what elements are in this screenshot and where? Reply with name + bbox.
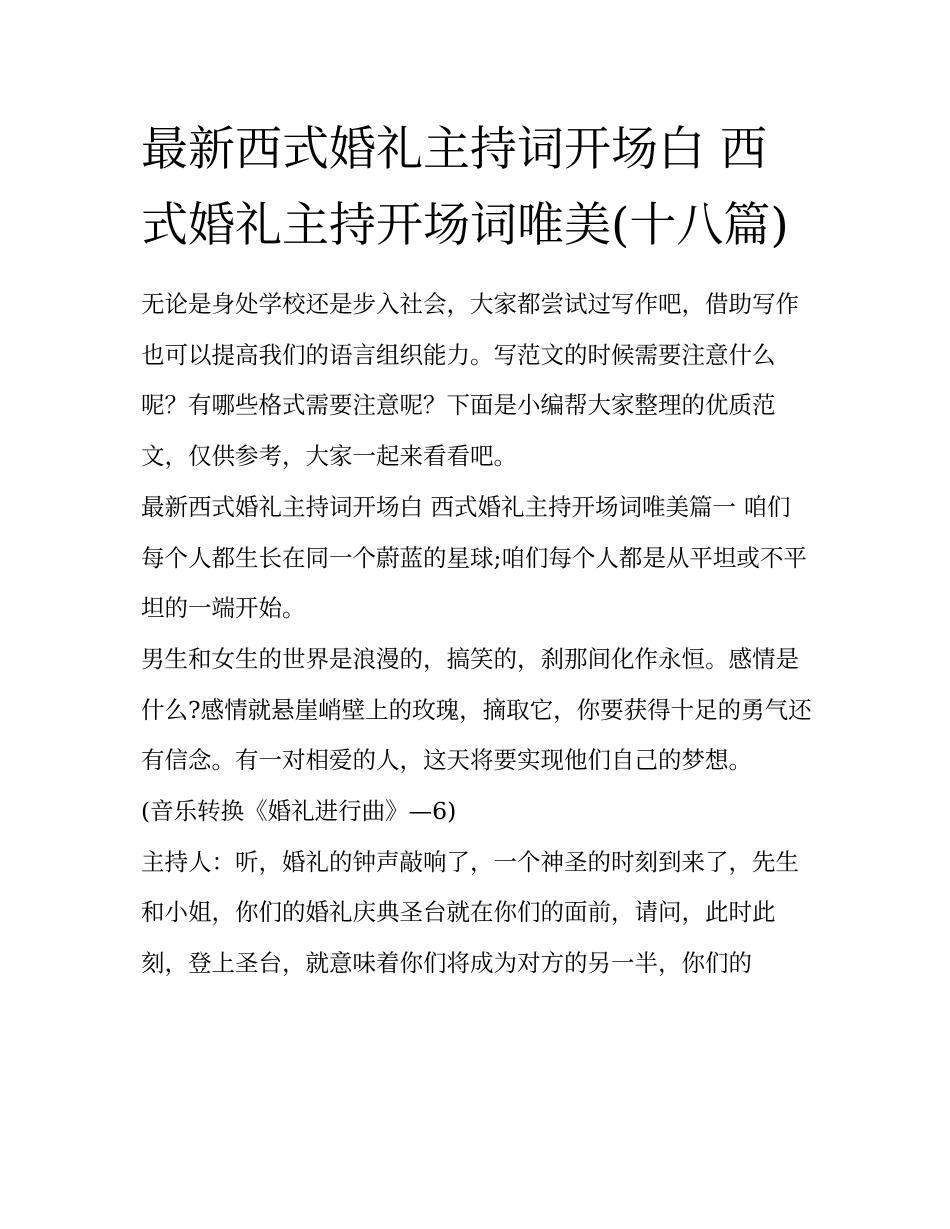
document-title: 最新西式婚礼主持词开场白 西式婚礼主持开场词唯美(十八篇) (141, 122, 789, 253)
paragraph-music-cue: (音乐转换《婚礼进行曲》—6) (141, 797, 457, 826)
document-body (141, 279, 813, 989)
paragraph-section-one: 最新西式婚礼主持词开场白 西式婚礼主持开场词唯美篇一 咱们每个人都生长在同一个蔚蓝的星球;咱们每个人都是从平坦或不平坦的一端开始。 (141, 492, 807, 623)
paragraph-love: 男生和女生的世界是浪漫的，搞笑的，刹那间化作永恒。感情是什么?感情就悬崖峭壁上的玫瑰，摘取它，你要获得十足的勇气还有信念。有一对相爱的人，这天将要实现他们自己的梦想。 (141, 644, 812, 775)
paragraph-intro: 无论是身处学校还是步入社会，大家都尝试过写作吧，借助写作也可以提高我们的语言组织能力。写范文的时候需要注意什么呢？有哪些格式需要注意呢？下面是小编帮大家整理的优质范文，仅供参考，大家一起来看看吧。 (141, 290, 799, 471)
document-content (141, 112, 813, 989)
paragraph-host-speech: 主持人：听，婚礼的钟声敲响了，一个神圣的时刻到来了，先生和小姐，你们的婚礼庆典圣台就在你们的面前，请问，此时此刻，登上圣台，就意味着你们将成为对方的另一半，你们的 (141, 847, 799, 978)
